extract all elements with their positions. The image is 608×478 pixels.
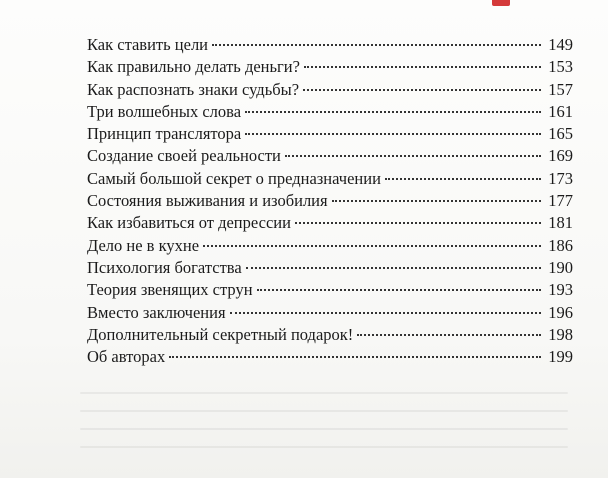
toc-page-number: 181 [548,213,573,233]
toc-entry-title: Состояния выживания и изобилия [87,191,328,211]
toc-dot-leader [295,222,541,224]
toc-dot-leader [203,245,541,247]
toc-page-number: 153 [548,57,573,77]
reverse-side-text-shadow [80,446,568,448]
toc-page-number: 177 [548,191,573,211]
toc-entry [87,212,573,234]
toc-page-number: 199 [548,347,573,367]
toc-dot-leader [246,267,541,269]
toc-page-number: 196 [548,302,573,322]
reverse-side-text-shadow [80,392,568,394]
toc-entry-title: Создание своей реальности [87,146,281,166]
toc-dot-leader [245,133,541,135]
toc-entry-title: Теория звенящих струн [87,280,253,300]
toc-dot-leader [230,312,541,314]
toc-entry-title: Как правильно делать деньги? [87,57,300,77]
toc-dot-leader [357,334,541,336]
toc-page-number: 193 [548,280,573,300]
table-of-contents [87,34,573,368]
toc-entry-title: Самый большой секрет о предназначении [87,168,381,188]
toc-dot-leader [304,66,541,68]
toc-entry-title: Об авторах [87,347,166,367]
toc-entry [87,190,573,212]
toc-page-number: 198 [548,324,573,344]
toc-entry [87,101,573,123]
toc-dot-leader [385,178,541,180]
toc-page-number: 149 [548,35,573,54]
reverse-side-text-shadow [80,428,568,430]
toc-entry [87,56,573,78]
reverse-side-text-shadow [80,410,568,412]
toc-entry-title: Вместо заключения [87,302,226,322]
toc-page-number: 173 [548,168,573,188]
toc-entry [87,324,573,346]
toc-page-number: 186 [548,235,573,255]
toc-entry [87,168,573,190]
toc-dot-leader [332,200,541,202]
toc-entry-title: Как избавиться от депрессии [87,213,291,233]
toc-dot-leader [245,111,541,113]
toc-entry-title: Как распознать знаки судьбы? [87,79,300,99]
toc-page-number: 190 [548,257,573,277]
toc-entry [87,79,573,101]
toc-dot-leader [285,155,541,157]
toc-entry [87,145,573,167]
toc-entry [87,346,573,368]
toc-page-number: 161 [548,101,573,121]
toc-dot-leader [257,289,541,291]
toc-entry [87,302,573,324]
toc-entry [87,257,573,279]
toc-entry [87,123,573,145]
toc-entry-title: Как ставить цели [87,35,209,54]
toc-entry [87,235,573,257]
toc-entry-title: Дело не в кухне [87,235,200,255]
toc-entry-title: Три волшебных слова [87,101,242,121]
toc-entry [87,279,573,301]
toc-entry [87,34,573,56]
toc-page-number: 157 [548,79,573,99]
toc-page-number: 165 [548,124,573,144]
toc-page-number: 169 [548,146,573,166]
toc-entry-title: Дополнительный секретный подарок! [87,324,354,344]
toc-dot-leader [212,44,541,46]
toc-entry-title: Психология богатства [87,257,242,277]
corner-bookmark-mark [492,0,510,6]
toc-dot-leader [169,356,541,358]
toc-entry-title: Принцип транслятора [87,124,242,144]
toc-dot-leader [303,89,541,91]
